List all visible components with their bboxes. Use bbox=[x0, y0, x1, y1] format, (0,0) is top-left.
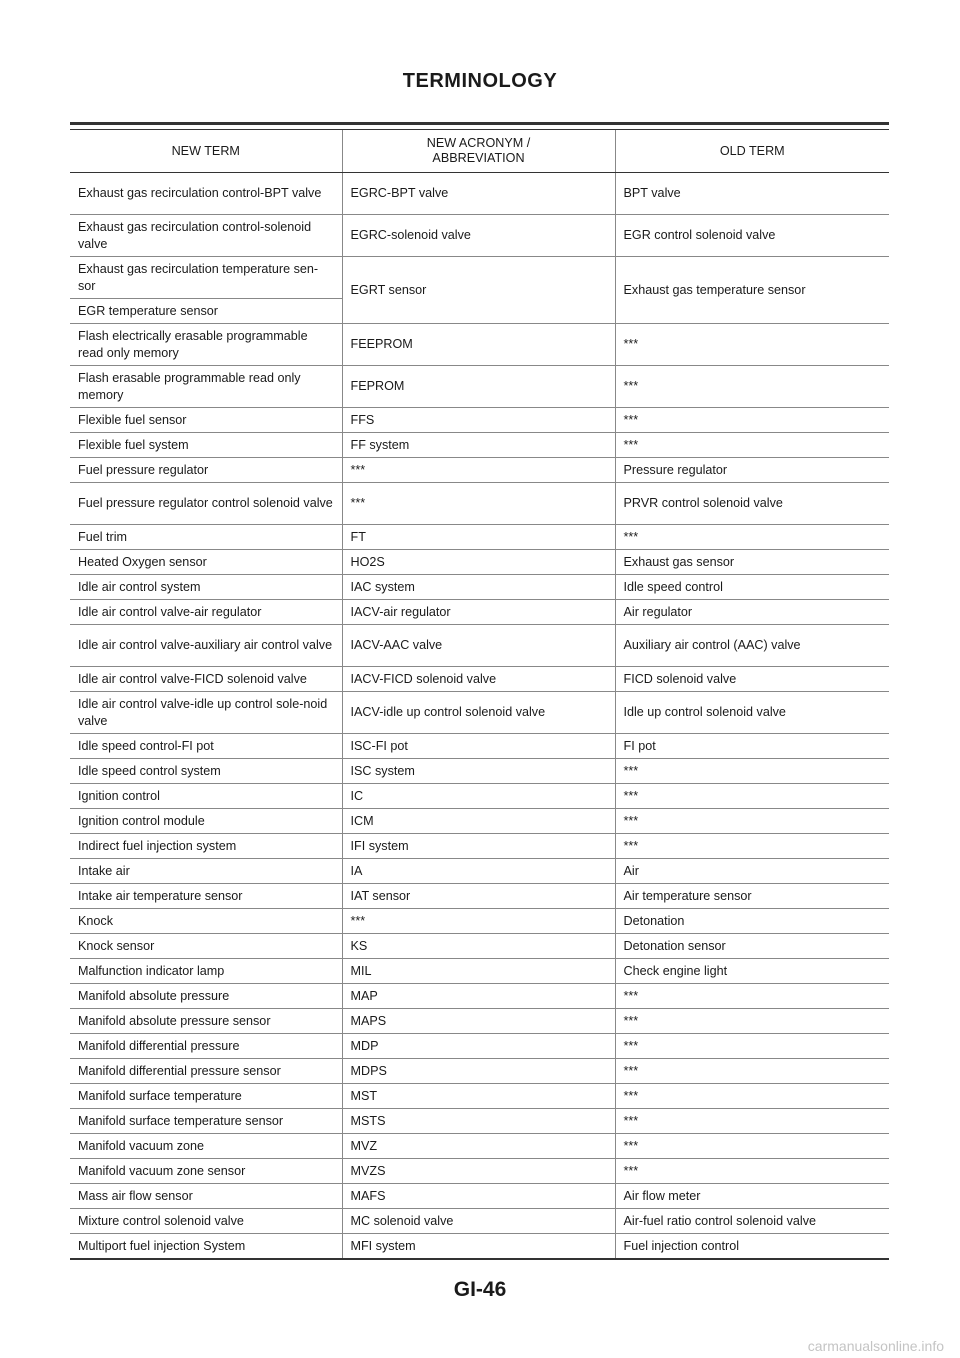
table-header-row bbox=[70, 130, 889, 173]
cell-new-term: Flash erasable programmable read only memory bbox=[70, 366, 342, 408]
table-row bbox=[70, 784, 889, 809]
top-rule bbox=[70, 122, 889, 125]
cell-old-term: *** bbox=[615, 433, 889, 458]
table-row bbox=[70, 483, 889, 525]
cell-old-term: Idle speed control bbox=[615, 575, 889, 600]
table-row bbox=[70, 959, 889, 984]
table-row bbox=[70, 215, 889, 257]
cell-old-term: *** bbox=[615, 759, 889, 784]
table-row bbox=[70, 1034, 889, 1059]
cell-acronym: MIL bbox=[342, 959, 615, 984]
cell-acronym: MAP bbox=[342, 984, 615, 1009]
cell-old-term: *** bbox=[615, 408, 889, 433]
table-row bbox=[70, 525, 889, 550]
cell-new-term: Idle air control valve-FICD solenoid valve bbox=[70, 667, 342, 692]
table-row bbox=[70, 667, 889, 692]
cell-old-term: *** bbox=[615, 1034, 889, 1059]
cell-new-term: Idle air control valve-auxiliary air control valve bbox=[70, 625, 342, 667]
cell-new-term: Mixture control solenoid valve bbox=[70, 1209, 342, 1234]
cell-new-term: Malfunction indicator lamp bbox=[70, 959, 342, 984]
cell-new-term: Multiport fuel injection System bbox=[70, 1234, 342, 1260]
cell-acronym: IACV-air regulator bbox=[342, 600, 615, 625]
cell-acronym: MFI system bbox=[342, 1234, 615, 1260]
table-row bbox=[70, 458, 889, 483]
table-row bbox=[70, 1084, 889, 1109]
cell-new-term: Manifold vacuum zone bbox=[70, 1134, 342, 1159]
cell-new-term: Intake air temperature sensor bbox=[70, 884, 342, 909]
table-row bbox=[70, 600, 889, 625]
watermark: carmanualsonline.info bbox=[807, 1338, 944, 1354]
table-row bbox=[70, 809, 889, 834]
table-row bbox=[70, 1159, 889, 1184]
table-row bbox=[70, 575, 889, 600]
table-row bbox=[70, 884, 889, 909]
cell-new-term: Idle air control valve-idle up control sole-noid valve bbox=[70, 692, 342, 734]
cell-acronym: *** bbox=[342, 909, 615, 934]
cell-new-term: Mass air flow sensor bbox=[70, 1184, 342, 1209]
cell-new-term: Ignition control bbox=[70, 784, 342, 809]
cell-acronym: MDPS bbox=[342, 1059, 615, 1084]
cell-acronym: MAFS bbox=[342, 1184, 615, 1209]
header-old-term: OLD TERM bbox=[615, 130, 889, 173]
cell-old-term: *** bbox=[615, 1134, 889, 1159]
cell-acronym: FEPROM bbox=[342, 366, 615, 408]
cell-new-term: Manifold surface temperature bbox=[70, 1084, 342, 1109]
cell-old-term: *** bbox=[615, 324, 889, 366]
cell-acronym: FEEPROM bbox=[342, 324, 615, 366]
cell-new-term: Manifold absolute pressure bbox=[70, 984, 342, 1009]
cell-old-term: Air regulator bbox=[615, 600, 889, 625]
cell-new-term: Fuel pressure regulator control solenoid valve bbox=[70, 483, 342, 525]
cell-acronym: ICM bbox=[342, 809, 615, 834]
cell-new-term: Fuel pressure regulator bbox=[70, 458, 342, 483]
cell-old-term: Exhaust gas temperature sensor bbox=[615, 257, 889, 324]
cell-new-term: Manifold surface temperature sensor bbox=[70, 1109, 342, 1134]
page-title: TERMINOLOGY bbox=[402, 70, 558, 92]
cell-new-term: Idle speed control system bbox=[70, 759, 342, 784]
cell-acronym: ISC-FI pot bbox=[342, 734, 615, 759]
cell-old-term: *** bbox=[615, 1009, 889, 1034]
cell-acronym: EGRC-BPT valve bbox=[342, 173, 615, 215]
table-row bbox=[70, 408, 889, 433]
cell-new-term: Indirect fuel injection system bbox=[70, 834, 342, 859]
cell-old-term: EGR control solenoid valve bbox=[615, 215, 889, 257]
cell-new-term: Idle air control system bbox=[70, 575, 342, 600]
cell-old-term: Air flow meter bbox=[615, 1184, 889, 1209]
cell-old-term: Fuel injection control bbox=[615, 1234, 889, 1260]
cell-acronym: IFI system bbox=[342, 834, 615, 859]
cell-acronym: MSTS bbox=[342, 1109, 615, 1134]
cell-acronym: IA bbox=[342, 859, 615, 884]
table-row bbox=[70, 1209, 889, 1234]
cell-old-term: Detonation bbox=[615, 909, 889, 934]
cell-acronym: EGRT sensor bbox=[342, 257, 615, 324]
cell-old-term: FICD solenoid valve bbox=[615, 667, 889, 692]
cell-new-term: Idle air control valve-air regulator bbox=[70, 600, 342, 625]
table-row bbox=[70, 692, 889, 734]
cell-acronym: MAPS bbox=[342, 1009, 615, 1034]
cell-new-term: Manifold absolute pressure sensor bbox=[70, 1009, 342, 1034]
terminology-table bbox=[70, 129, 889, 1260]
cell-acronym: IACV-AAC valve bbox=[342, 625, 615, 667]
cell-acronym: MDP bbox=[342, 1034, 615, 1059]
cell-new-term: Intake air bbox=[70, 859, 342, 884]
cell-old-term: *** bbox=[615, 1109, 889, 1134]
cell-old-term: Air temperature sensor bbox=[615, 884, 889, 909]
cell-new-term: Flash electrically erasable programmable read only memory bbox=[70, 324, 342, 366]
table-row bbox=[70, 859, 889, 884]
cell-old-term: Detonation sensor bbox=[615, 934, 889, 959]
cell-new-term: EGR temperature sensor bbox=[70, 299, 342, 324]
cell-new-term: Manifold differential pressure sensor bbox=[70, 1059, 342, 1084]
cell-old-term: *** bbox=[615, 984, 889, 1009]
cell-acronym: MVZS bbox=[342, 1159, 615, 1184]
cell-old-term: Pressure regulator bbox=[615, 458, 889, 483]
cell-acronym: MC solenoid valve bbox=[342, 1209, 615, 1234]
table-row bbox=[70, 984, 889, 1009]
cell-new-term: Heated Oxygen sensor bbox=[70, 550, 342, 575]
cell-old-term: *** bbox=[615, 834, 889, 859]
table-row bbox=[70, 324, 889, 366]
page-number: GI-46 bbox=[453, 1278, 507, 1301]
cell-new-term: Exhaust gas recirculation control-BPT valve bbox=[70, 173, 342, 215]
cell-acronym: FFS bbox=[342, 408, 615, 433]
cell-old-term: Idle up control solenoid valve bbox=[615, 692, 889, 734]
header-new-acronym: NEW ACRONYM / ABBREVIATION bbox=[342, 130, 615, 173]
cell-new-term: Fuel trim bbox=[70, 525, 342, 550]
cell-new-term: Exhaust gas recirculation control-solenoid valve bbox=[70, 215, 342, 257]
cell-old-term: PRVR control solenoid valve bbox=[615, 483, 889, 525]
cell-old-term: Air bbox=[615, 859, 889, 884]
cell-new-term: Knock bbox=[70, 909, 342, 934]
cell-acronym: HO2S bbox=[342, 550, 615, 575]
cell-new-term: Knock sensor bbox=[70, 934, 342, 959]
cell-old-term: *** bbox=[615, 809, 889, 834]
table-row bbox=[70, 1234, 889, 1260]
cell-old-term: *** bbox=[615, 784, 889, 809]
table-row bbox=[70, 550, 889, 575]
table-row bbox=[70, 834, 889, 859]
table-row bbox=[70, 734, 889, 759]
cell-new-term: Ignition control module bbox=[70, 809, 342, 834]
cell-new-term: Flexible fuel system bbox=[70, 433, 342, 458]
cell-old-term: Air-fuel ratio control solenoid valve bbox=[615, 1209, 889, 1234]
cell-new-term: Flexible fuel sensor bbox=[70, 408, 342, 433]
table-row bbox=[70, 257, 889, 299]
cell-acronym: IC bbox=[342, 784, 615, 809]
cell-acronym: IACV-FICD solenoid valve bbox=[342, 667, 615, 692]
cell-acronym: *** bbox=[342, 483, 615, 525]
table-row bbox=[70, 1059, 889, 1084]
table-row bbox=[70, 1184, 889, 1209]
cell-new-term: Exhaust gas recirculation temperature sen-sor bbox=[70, 257, 342, 299]
cell-acronym: *** bbox=[342, 458, 615, 483]
table-row bbox=[70, 759, 889, 784]
table-row bbox=[70, 934, 889, 959]
cell-acronym: ISC system bbox=[342, 759, 615, 784]
cell-old-term: *** bbox=[615, 366, 889, 408]
cell-old-term: *** bbox=[615, 1159, 889, 1184]
cell-old-term: Check engine light bbox=[615, 959, 889, 984]
table-row bbox=[70, 909, 889, 934]
cell-acronym: MST bbox=[342, 1084, 615, 1109]
table-row bbox=[70, 366, 889, 408]
cell-acronym: KS bbox=[342, 934, 615, 959]
cell-acronym: EGRC-solenoid valve bbox=[342, 215, 615, 257]
table-row bbox=[70, 1134, 889, 1159]
cell-old-term: BPT valve bbox=[615, 173, 889, 215]
cell-old-term: *** bbox=[615, 525, 889, 550]
cell-acronym: FF system bbox=[342, 433, 615, 458]
table-row bbox=[70, 173, 889, 215]
cell-acronym: IAC system bbox=[342, 575, 615, 600]
cell-acronym: FT bbox=[342, 525, 615, 550]
cell-old-term: Exhaust gas sensor bbox=[615, 550, 889, 575]
cell-old-term: *** bbox=[615, 1084, 889, 1109]
cell-acronym: MVZ bbox=[342, 1134, 615, 1159]
table-row bbox=[70, 1009, 889, 1034]
cell-old-term: *** bbox=[615, 1059, 889, 1084]
table-row bbox=[70, 625, 889, 667]
table-row bbox=[70, 1109, 889, 1134]
cell-old-term: FI pot bbox=[615, 734, 889, 759]
header-new-term: NEW TERM bbox=[70, 130, 342, 173]
cell-new-term: Idle speed control-FI pot bbox=[70, 734, 342, 759]
cell-acronym: IAT sensor bbox=[342, 884, 615, 909]
cell-acronym: IACV-idle up control solenoid valve bbox=[342, 692, 615, 734]
table-body bbox=[70, 173, 889, 1260]
cell-new-term: Manifold differential pressure bbox=[70, 1034, 342, 1059]
cell-new-term: Manifold vacuum zone sensor bbox=[70, 1159, 342, 1184]
table-row bbox=[70, 433, 889, 458]
cell-old-term: Auxiliary air control (AAC) valve bbox=[615, 625, 889, 667]
